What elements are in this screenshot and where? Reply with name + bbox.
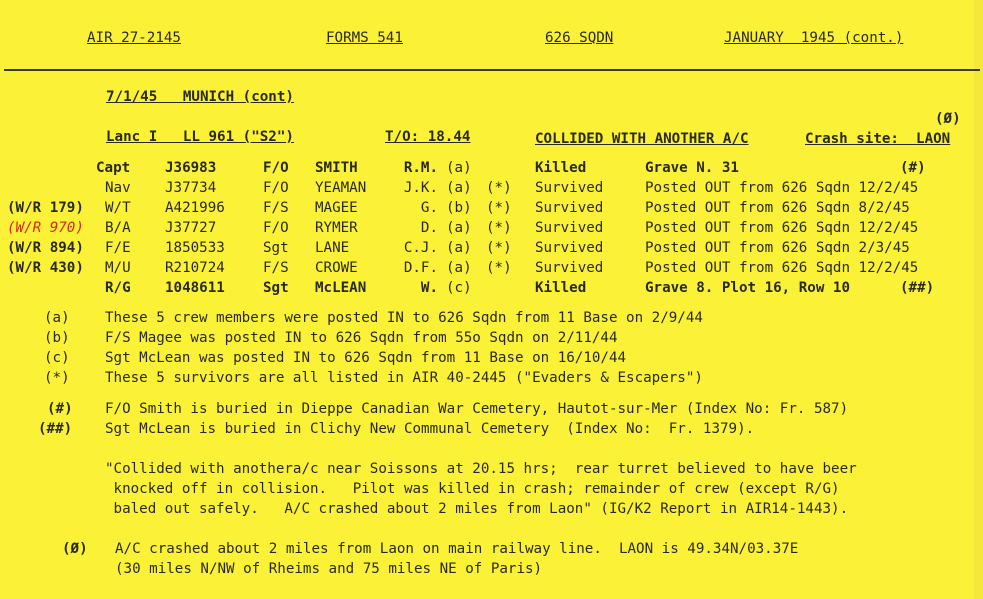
crew-service-number: 1048611: [165, 280, 225, 296]
crew-initials: D.F.: [403, 260, 438, 276]
crew-rank: F/O: [263, 180, 289, 196]
crew-initials: R.M.: [403, 160, 438, 176]
crew-detail: Posted OUT from 626 Sqdn 12/2/45: [645, 220, 919, 236]
raid-title: 7/1/45 MUNICH (cont): [106, 89, 294, 105]
crew-rank: F/S: [263, 260, 289, 276]
quote-line: knocked off in collision. Pilot was killed in crash; remainder of crew (except R/G): [105, 481, 840, 497]
crew-note-ref: (a): [446, 240, 472, 256]
note-text: F/S Magee was posted IN to 626 Sqdn from 55o Sqdn on 2/11/44: [105, 330, 618, 346]
crew-service-number: A421996: [165, 200, 225, 216]
crew-initials: W.: [420, 280, 438, 296]
crew-surname: YEAMAN: [315, 180, 367, 196]
note-text: These 5 crew members were posted IN to 626 Sqdn from 11 Base on 2/9/44: [105, 310, 703, 326]
crew-wr-ref: (W/R 430): [7, 260, 84, 276]
crew-surname: RYMER: [315, 220, 358, 236]
crew-surname: CROWE: [315, 260, 358, 276]
quote-line: "Collided with anothera/c near Soissons at 20.15 hrs; rear turret believed to have beer: [105, 461, 857, 477]
crew-note-ref: (a): [446, 160, 472, 176]
event-title: COLLIDED WITH ANOTHER A/C: [535, 131, 749, 147]
note-text: Sgt McLean was posted IN to 626 Sqdn from 11 Base on 16/10/44: [105, 350, 627, 366]
grave-text: F/O Smith is buried in Dieppe Canadian War Cemetery, Hautot-sur-Mer (Index No: Fr. 587): [105, 401, 849, 417]
crew-fate: Survived: [535, 260, 604, 276]
crew-note-ref: (a): [446, 180, 472, 196]
crew-grave-ref: (##): [900, 280, 935, 296]
crew-fate: Survived: [535, 180, 604, 196]
crew-fate: Survived: [535, 220, 604, 236]
forms-label: FORMS 541: [326, 30, 403, 46]
header-rule: [4, 69, 980, 71]
crew-fate: Survived: [535, 240, 604, 256]
crew-position: Nav: [105, 180, 131, 196]
crew-initials: D.: [420, 220, 438, 236]
crew-fate: Killed: [535, 280, 587, 296]
crew-rank: Sgt: [263, 240, 289, 256]
crew-fate: Survived: [535, 200, 604, 216]
crash-note-key: (Ø): [62, 541, 88, 557]
crew-wr-ref: (W/R 970): [7, 220, 84, 236]
crew-position: Capt: [96, 160, 131, 176]
crew-surname: LANE: [315, 240, 350, 256]
crew-survivor-ref: (*): [486, 240, 512, 256]
crew-service-number: J37734: [165, 180, 217, 196]
crew-rank: Sgt: [263, 280, 289, 296]
crew-surname: SMITH: [315, 160, 358, 176]
crew-survivor-ref: (*): [486, 260, 512, 276]
document-reference: AIR 27-2145: [87, 30, 181, 46]
crew-rank: F/S: [263, 200, 289, 216]
crew-initials: G.: [420, 200, 438, 216]
crew-fate: Killed: [535, 160, 587, 176]
crew-wr-ref: (W/R 894): [7, 240, 84, 256]
crew-detail: Posted OUT from 626 Sqdn 8/2/45: [645, 200, 910, 216]
month-label: JANUARY 1945 (cont.): [724, 30, 904, 46]
crash-site: Crash site: LAON: [805, 131, 951, 147]
crew-position: M/U: [105, 260, 131, 276]
crew-position: B/A: [105, 220, 131, 236]
crew-detail: Posted OUT from 626 Sqdn 12/2/45: [645, 180, 919, 196]
crew-survivor-ref: (*): [486, 220, 512, 236]
note-key: (a): [44, 310, 70, 326]
crash-site-ref: (Ø): [935, 111, 961, 127]
grave-key: (##): [38, 421, 73, 437]
crew-detail: Posted OUT from 626 Sqdn 12/2/45: [645, 260, 919, 276]
note-key: (c): [44, 350, 70, 366]
crew-note-ref: (c): [446, 280, 472, 296]
grave-text: Sgt McLean is buried in Clichy New Communal Cemetery (Index No: Fr. 1379).: [105, 421, 755, 437]
crew-position: R/G: [105, 280, 131, 296]
crew-detail: Grave N. 31: [645, 160, 739, 176]
crew-initials: C.J.: [403, 240, 438, 256]
grave-key: (#): [47, 401, 73, 417]
crew-rank: F/O: [263, 160, 289, 176]
takeoff-time: T/O: 18.44: [385, 129, 471, 145]
squadron-label: 626 SQDN: [545, 30, 614, 46]
crew-detail: Grave 8. Plot 16, Row 10: [645, 280, 850, 296]
crash-note-line: A/C crashed about 2 miles from Laon on main railway line. LAON is 49.34N/03.37E: [115, 541, 799, 557]
crew-initials: J.K.: [403, 180, 438, 196]
crew-service-number: 1850533: [165, 240, 225, 256]
crew-position: W/T: [105, 200, 131, 216]
note-key: (b): [44, 330, 70, 346]
crew-detail: Posted OUT from 626 Sqdn 2/3/45: [645, 240, 910, 256]
crew-note-ref: (b): [446, 200, 472, 216]
crew-service-number: J36983: [165, 160, 217, 176]
crew-service-number: J37727: [165, 220, 217, 236]
page-edge: [974, 0, 983, 599]
crew-wr-ref: (W/R 179): [7, 200, 84, 216]
aircraft-id: Lanc I LL 961 ("S2"): [106, 129, 294, 145]
crew-grave-ref: (#): [900, 160, 926, 176]
crew-service-number: R210724: [165, 260, 225, 276]
crew-rank: F/O: [263, 220, 289, 236]
crew-survivor-ref: (*): [486, 200, 512, 216]
crash-note-line: (30 miles N/NW of Rheims and 75 miles NE of Paris): [115, 561, 543, 577]
crew-surname: McLEAN: [315, 280, 367, 296]
note-text: These 5 survivors are all listed in AIR 40-2445 ("Evaders & Escapers"): [105, 370, 703, 386]
note-key: (*): [44, 370, 70, 386]
crew-note-ref: (a): [446, 260, 472, 276]
crew-survivor-ref: (*): [486, 180, 512, 196]
crew-position: F/E: [105, 240, 131, 256]
quote-line: baled out safely. A/C crashed about 2 miles from Laon" (IG/K2 Report in AIR14-1443).: [105, 501, 849, 517]
crew-note-ref: (a): [446, 220, 472, 236]
crew-surname: MAGEE: [315, 200, 358, 216]
